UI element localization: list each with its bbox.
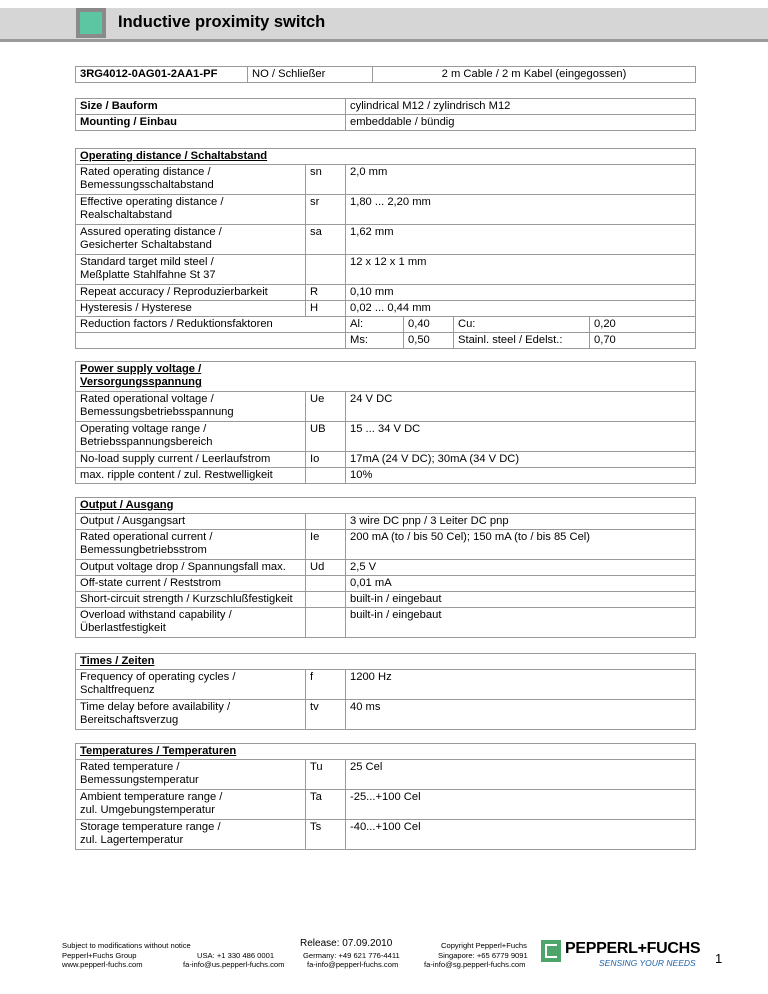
label-de: zul. Umgebungstemperatur [80,804,215,816]
table-row [76,225,696,255]
row-symbol: R [306,285,346,301]
label-de: zul. Lagertemperatur [80,834,184,846]
page-header [0,8,768,39]
product-code: 3RG4012-0AG01-2AA1-PF [76,67,248,83]
footer-usa-mail[interactable]: fa-info@us.pepperl-fuchs.com [183,960,285,969]
section-title: Temperatures / Temperaturen [76,744,696,760]
table-row [76,99,696,115]
reduction-cu-value: 0,20 [590,317,696,333]
label-en: Rated operational voltage / [80,393,214,405]
row-value: 2,0 mm [346,165,696,195]
table-row [76,670,696,700]
footer-release: Release: 07.09.2010 [300,938,393,949]
product-function: NO / Schließer [248,67,373,83]
row-value: 200 mA (to / bis 50 Cel); 150 mA (to / bis 85 Cel) [346,530,696,560]
table-row [76,301,696,317]
footer-singapore: Singapore: +65 6779 9091 [438,951,528,960]
header-logo-icon [76,8,106,38]
label-de: Bemessungstemperatur [80,774,199,786]
table-row [76,530,696,560]
reduction-label: Reduction factors / Reduktionsfaktoren [76,317,346,333]
section-title: Times / Zeiten [76,654,696,670]
general-value: embeddable / bündig [346,115,696,131]
reduction-al-value: 0,40 [404,317,454,333]
row-value: -25...+100 Cel [346,790,696,820]
row-value: 10% [346,468,696,484]
label-de: Gesicherter Schaltabstand [80,239,212,251]
label-de: Betriebsspannungsbereich [80,436,213,448]
general-table [75,98,696,131]
row-symbol: Io [306,452,346,468]
operating-table [75,148,696,349]
row-label [76,790,306,820]
table-row [76,592,696,608]
reduction-ms-value: 0,50 [404,333,454,349]
row-value: 1,62 mm [346,225,696,255]
row-label [76,225,306,255]
page-number: 1 [715,951,723,966]
label-en: Storage temperature range / [80,821,221,833]
label-en: Frequency of operating cycles / [80,671,236,683]
row-value: 40 ms [346,700,696,730]
section-title: Operating distance / Schaltabstand [76,149,696,165]
row-label: No-load supply current / Leerlaufstrom [76,452,306,468]
table-row [76,165,696,195]
table-row [76,195,696,225]
table-row [76,452,696,468]
row-value: 2,5 V [346,560,696,576]
row-symbol [306,576,346,592]
row-label: Off-state current / Reststrom [76,576,306,592]
row-symbol: UB [306,422,346,452]
table-row [76,255,696,285]
row-symbol: sr [306,195,346,225]
label-de: Überlastfestigkeit [80,622,166,634]
brand-name: PEPPERL+FUCHS [565,940,701,957]
reduction-empty [76,333,346,349]
footer-usa: USA: +1 330 486 0001 [197,951,275,960]
row-value: built-in / eingebaut [346,608,696,638]
product-connection: 2 m Cable / 2 m Kabel (eingegossen) [373,67,696,83]
table-row [76,576,696,592]
reduction-st-value: 0,70 [590,333,696,349]
row-value: 15 ... 34 V DC [346,422,696,452]
label-de: Realschaltabstand [80,209,173,221]
row-label [76,700,306,730]
row-label: Repeat accuracy / Reproduzierbarkeit [76,285,306,301]
row-value: 0,10 mm [346,285,696,301]
row-symbol: Ue [306,392,346,422]
pepperl-fuchs-logo-icon [541,940,561,962]
row-symbol [306,608,346,638]
row-label [76,165,306,195]
row-value: 1200 Hz [346,670,696,700]
row-label [76,820,306,850]
row-label [76,422,306,452]
label-en: Rated operational current / [80,531,213,543]
row-symbol: sa [306,225,346,255]
section-title: Output / Ausgang [76,498,696,514]
footer-singapore-mail[interactable]: fa-info@sg.pepperl-fuchs.com [424,960,526,969]
row-label: Hysteresis / Hysterese [76,301,306,317]
times-table [75,653,696,730]
row-symbol: Ie [306,530,346,560]
reduction-al: Al: [346,317,404,333]
row-label: Short-circuit strength / Kurzschlußfestigkeit [76,592,306,608]
label-de: Bemessungbetriebsstrom [80,544,207,556]
reduction-ms: Ms: [346,333,404,349]
footer-copyright: Copyright Pepperl+Fuchs [441,941,527,950]
row-label [76,255,306,285]
general-value: cylindrical M12 / zylindrisch M12 [346,99,696,115]
label-de: Bemessungsbetriebsspannung [80,406,234,418]
row-label: Output voltage drop / Spannungsfall max. [76,560,306,576]
footer-note: Subject to modifications without notice [62,941,191,950]
row-value: 0,01 mA [346,576,696,592]
reduction-st: Stainl. steel / Edelst.: [454,333,590,349]
label-en: Rated operating distance / [80,166,211,178]
table-row [76,760,696,790]
label-de: Schaltfrequenz [80,684,155,696]
output-table [75,497,696,638]
row-value: 12 x 12 x 1 mm [346,255,696,285]
footer-germany-mail[interactable]: fa-info@pepperl-fuchs.com [307,960,399,969]
table-row [76,560,696,576]
row-label [76,392,306,422]
section-title-en: Power supply voltage / [80,363,202,375]
row-label [76,760,306,790]
row-value: 3 wire DC pnp / 3 Leiter DC pnp [346,514,696,530]
row-symbol [306,255,346,285]
table-row [76,285,696,301]
row-symbol: Ta [306,790,346,820]
label-de: Meßplatte Stahlfahne St 37 [80,269,216,281]
table-row [76,317,696,333]
footer-group: Pepperl+Fuchs Group [62,951,137,960]
section-title-de: Versorgungsspannung [80,376,202,388]
row-symbol: Ud [306,560,346,576]
brand-slogan: SENSING YOUR NEEDS [599,958,696,968]
row-value: 0,02 ... 0,44 mm [346,301,696,317]
table-row [76,790,696,820]
row-label [76,530,306,560]
label-en: Time delay before availability / [80,701,231,713]
label-en: Effective operating distance / [80,196,224,208]
row-symbol: Tu [306,760,346,790]
table-row [76,514,696,530]
row-label [76,670,306,700]
table-row [76,820,696,850]
table-row [76,608,696,638]
label-en: Rated temperature / [80,761,180,773]
label-en: Operating voltage range / [80,423,207,435]
row-symbol: tv [306,700,346,730]
row-value: -40...+100 Cel [346,820,696,850]
footer-web[interactable]: www.pepperl-fuchs.com [62,960,143,969]
table-row [76,468,696,484]
label-de: Bereitschaftsverzug [80,714,179,726]
row-symbol [306,514,346,530]
label-en: Standard target mild steel / [80,256,214,268]
table-row [76,392,696,422]
product-table [75,66,696,83]
row-symbol [306,468,346,484]
label-en: Overload withstand capability / [80,609,232,621]
row-value: 1,80 ... 2,20 mm [346,195,696,225]
label-en: Assured operating distance / [80,226,222,238]
row-symbol: f [306,670,346,700]
table-row [76,422,696,452]
temps-table [75,743,696,850]
row-value: 25 Cel [346,760,696,790]
table-row [76,115,696,131]
row-label [76,195,306,225]
footer-germany: Germany: +49 621 776-4411 [303,951,400,960]
reduction-cu: Cu: [454,317,590,333]
table-row [76,700,696,730]
power-table [75,361,696,484]
general-label: Size / Bauform [76,99,346,115]
row-symbol: sn [306,165,346,195]
row-label: Output / Ausgangsart [76,514,306,530]
table-row [76,333,696,349]
section-title [76,362,696,392]
row-symbol: Ts [306,820,346,850]
row-symbol [306,592,346,608]
page-title: Inductive proximity switch [118,13,326,31]
row-symbol: H [306,301,346,317]
general-label: Mounting / Einbau [76,115,346,131]
label-de: Bemessungsschaltabstand [80,179,214,191]
row-value: 24 V DC [346,392,696,422]
header-rule [0,39,768,42]
row-value: 17mA (24 V DC); 30mA (34 V DC) [346,452,696,468]
row-label [76,608,306,638]
row-label: max. ripple content / zul. Restwelligkeit [76,468,306,484]
label-en: Ambient temperature range / [80,791,223,803]
row-value: built-in / eingebaut [346,592,696,608]
